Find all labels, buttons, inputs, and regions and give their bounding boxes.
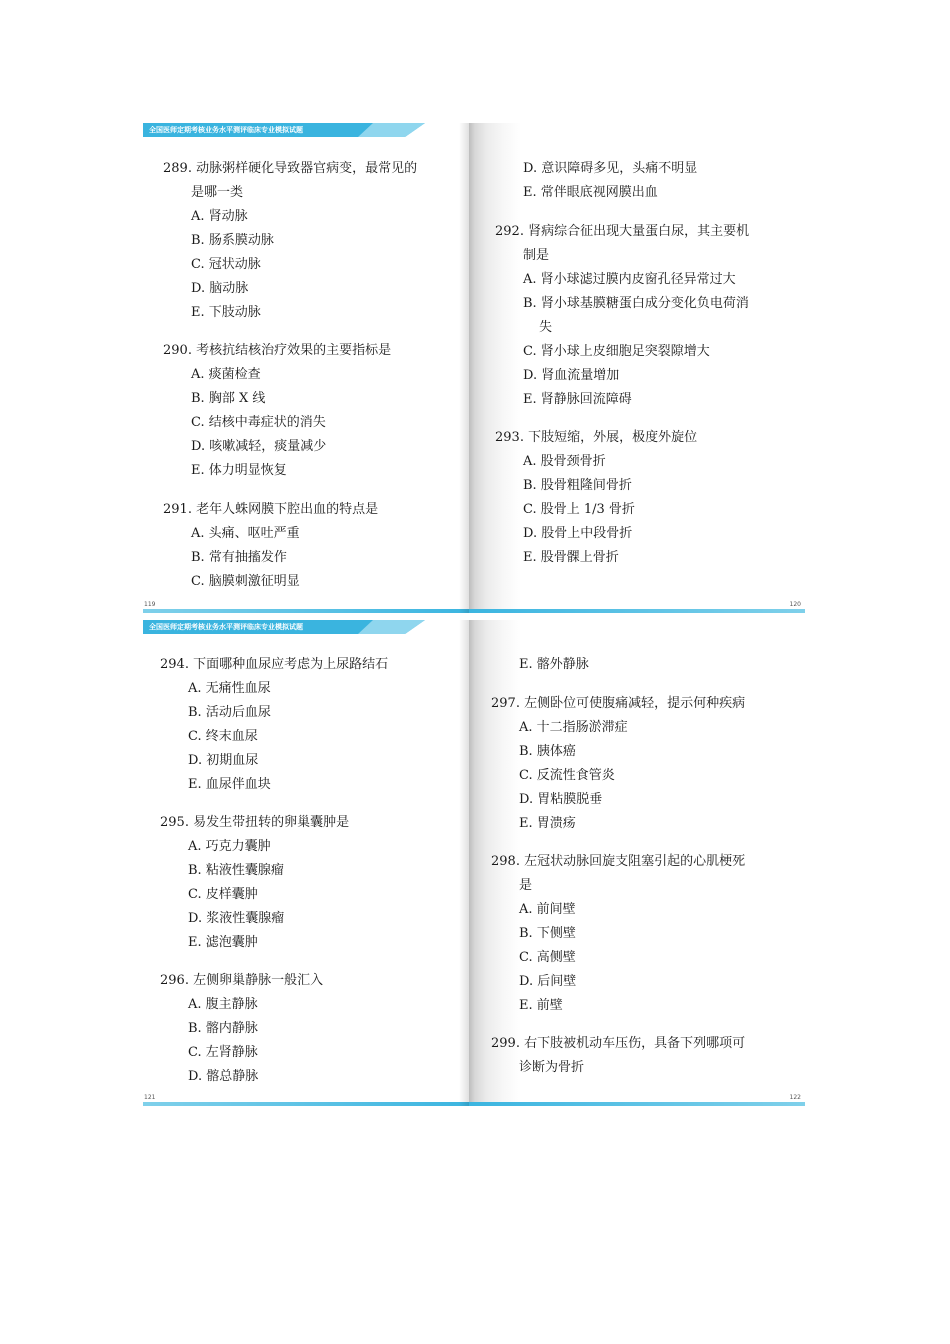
question-299 — [491, 1032, 745, 1080]
question-295 — [160, 811, 349, 955]
option: A. 无痛性血尿 — [188, 681, 271, 696]
option: E. 肾静脉回流障碍 — [523, 392, 632, 407]
question-stem: 297. 左侧卧位可使腹痛减轻，提示何种疾病 — [491, 696, 746, 711]
option: E. 股骨髁上骨折 — [523, 550, 619, 565]
option: A. 股骨颈骨折 — [523, 454, 606, 469]
option: C. 肾小球上皮细胞足突裂隙增大 — [523, 344, 710, 359]
page-number: 120 — [789, 601, 801, 608]
page-number: 121 — [144, 1094, 156, 1101]
option: B. 粘液性囊腺瘤 — [188, 863, 284, 878]
page-right-bottom — [469, 620, 805, 1106]
option: C. 冠状动脉 — [191, 257, 261, 272]
option: D. 咳嗽减轻，痰量减少 — [191, 439, 327, 454]
option: A. 痰菌检查 — [191, 367, 261, 382]
question-291-continued — [495, 157, 697, 205]
question-294 — [160, 653, 388, 797]
option: A. 腹主静脉 — [188, 997, 258, 1012]
page-right-top — [469, 123, 805, 613]
page-number: 119 — [144, 601, 156, 608]
option: E. 滤泡囊肿 — [188, 935, 258, 950]
option: B. 胸部 X 线 — [191, 391, 266, 406]
option: A. 肾动脉 — [191, 209, 248, 224]
option: C. 高侧壁 — [519, 950, 576, 965]
question-297 — [491, 692, 745, 836]
option: C. 皮样囊肿 — [188, 887, 258, 902]
footer-bar — [469, 609, 805, 613]
option: D. 肾血流量增加 — [523, 368, 620, 383]
option: B. 肠系膜动脉 — [191, 233, 274, 248]
option: D. 髂总静脉 — [188, 1069, 259, 1084]
book-spread-top — [143, 123, 805, 613]
option: B. 活动后血尿 — [188, 705, 271, 720]
option: B. 肾小球基膜糖蛋白成分变化负电荷消 — [523, 296, 749, 311]
option: C. 脑膜刺激征明显 — [191, 574, 300, 589]
footer-bar — [143, 1102, 469, 1106]
option: E. 下肢动脉 — [191, 305, 261, 320]
question-stem: 296. 左侧卵巢静脉一般汇入 — [160, 973, 324, 988]
option: C. 股骨上 1/3 骨折 — [523, 502, 635, 517]
option: D. 脑动脉 — [191, 281, 249, 296]
header-title: 全国医师定期考核业务水平测评临床专业模拟试题 — [149, 623, 303, 631]
question-293 — [495, 426, 697, 570]
book-spread-bottom — [143, 620, 805, 1106]
question-stem: 298. 左冠状动脉回旋支阻塞引起的心肌梗死 是 — [491, 854, 746, 893]
option: E. 前壁 — [519, 998, 563, 1013]
option: E. 髂外静脉 — [519, 657, 589, 672]
question-stem: 290. 考核抗结核治疗效果的主要指标是 — [163, 343, 392, 358]
option: E. 胃溃疡 — [519, 816, 576, 831]
option: B. 常有抽搐发作 — [191, 550, 287, 565]
question-289 — [163, 157, 417, 325]
question-stem: 291. 老年人蛛网膜下腔出血的特点是 — [163, 502, 379, 517]
question-stem: 295. 易发生带扭转的卵巢囊肿是 — [160, 815, 350, 830]
question-296-continued — [491, 653, 589, 677]
option: D. 浆液性囊腺瘤 — [188, 911, 285, 926]
option: D. 后间壁 — [519, 974, 577, 989]
option: A. 巧克力囊肿 — [188, 839, 271, 854]
question-292 — [495, 220, 749, 412]
option: C. 结核中毒症状的消失 — [191, 415, 326, 430]
question-298 — [491, 850, 745, 1018]
question-stem: 292. 肾病综合征出现大量蛋白尿，其主要机 制是 — [495, 224, 750, 263]
option: 失 — [539, 320, 553, 335]
option: A. 头痛、呕吐严重 — [191, 526, 300, 541]
question-291 — [163, 498, 378, 594]
question-stem: 294. 下面哪种血尿应考虑为上尿路结石 — [160, 657, 389, 672]
option: B. 股骨粗隆间骨折 — [523, 478, 632, 493]
option: C. 终末血尿 — [188, 729, 258, 744]
option: A. 前间壁 — [519, 902, 576, 917]
option: B. 髂内静脉 — [188, 1021, 258, 1036]
question-290 — [163, 339, 391, 483]
option: C. 左肾静脉 — [188, 1045, 258, 1060]
option: A. 肾小球滤过膜内皮窗孔径异常过大 — [523, 272, 736, 287]
option: D. 股骨上中段骨折 — [523, 526, 633, 541]
question-296 — [160, 969, 323, 1089]
page-left-bottom — [143, 620, 469, 1106]
page-number: 122 — [789, 1094, 801, 1101]
question-stem: 289. 动脉粥样硬化导致器官病变，最常见的 是哪一类 — [163, 161, 418, 200]
question-stem: 299. 右下肢被机动车压伤，具备下列哪项可 诊断为骨折 — [491, 1036, 746, 1075]
option: E. 常伴眼底视网膜出血 — [523, 185, 658, 200]
option: D. 胃粘膜脱垂 — [519, 792, 603, 807]
footer-bar — [143, 609, 469, 613]
option: C. 反流性食管炎 — [519, 768, 615, 783]
option: D. 意识障碍多见，头痛不明显 — [523, 161, 698, 176]
option: A. 十二指肠淤滞症 — [519, 720, 628, 735]
option: D. 初期血尿 — [188, 753, 259, 768]
page-left-top — [143, 123, 469, 613]
option: E. 体力明显恢复 — [191, 463, 287, 478]
question-stem: 293. 下肢短缩，外展，极度外旋位 — [495, 430, 698, 445]
option: B. 下侧壁 — [519, 926, 576, 941]
footer-bar — [469, 1102, 805, 1106]
option: E. 血尿伴血块 — [188, 777, 271, 792]
header-title: 全国医师定期考核业务水平测评临床专业模拟试题 — [149, 126, 303, 134]
option: B. 胰体癌 — [519, 744, 576, 759]
